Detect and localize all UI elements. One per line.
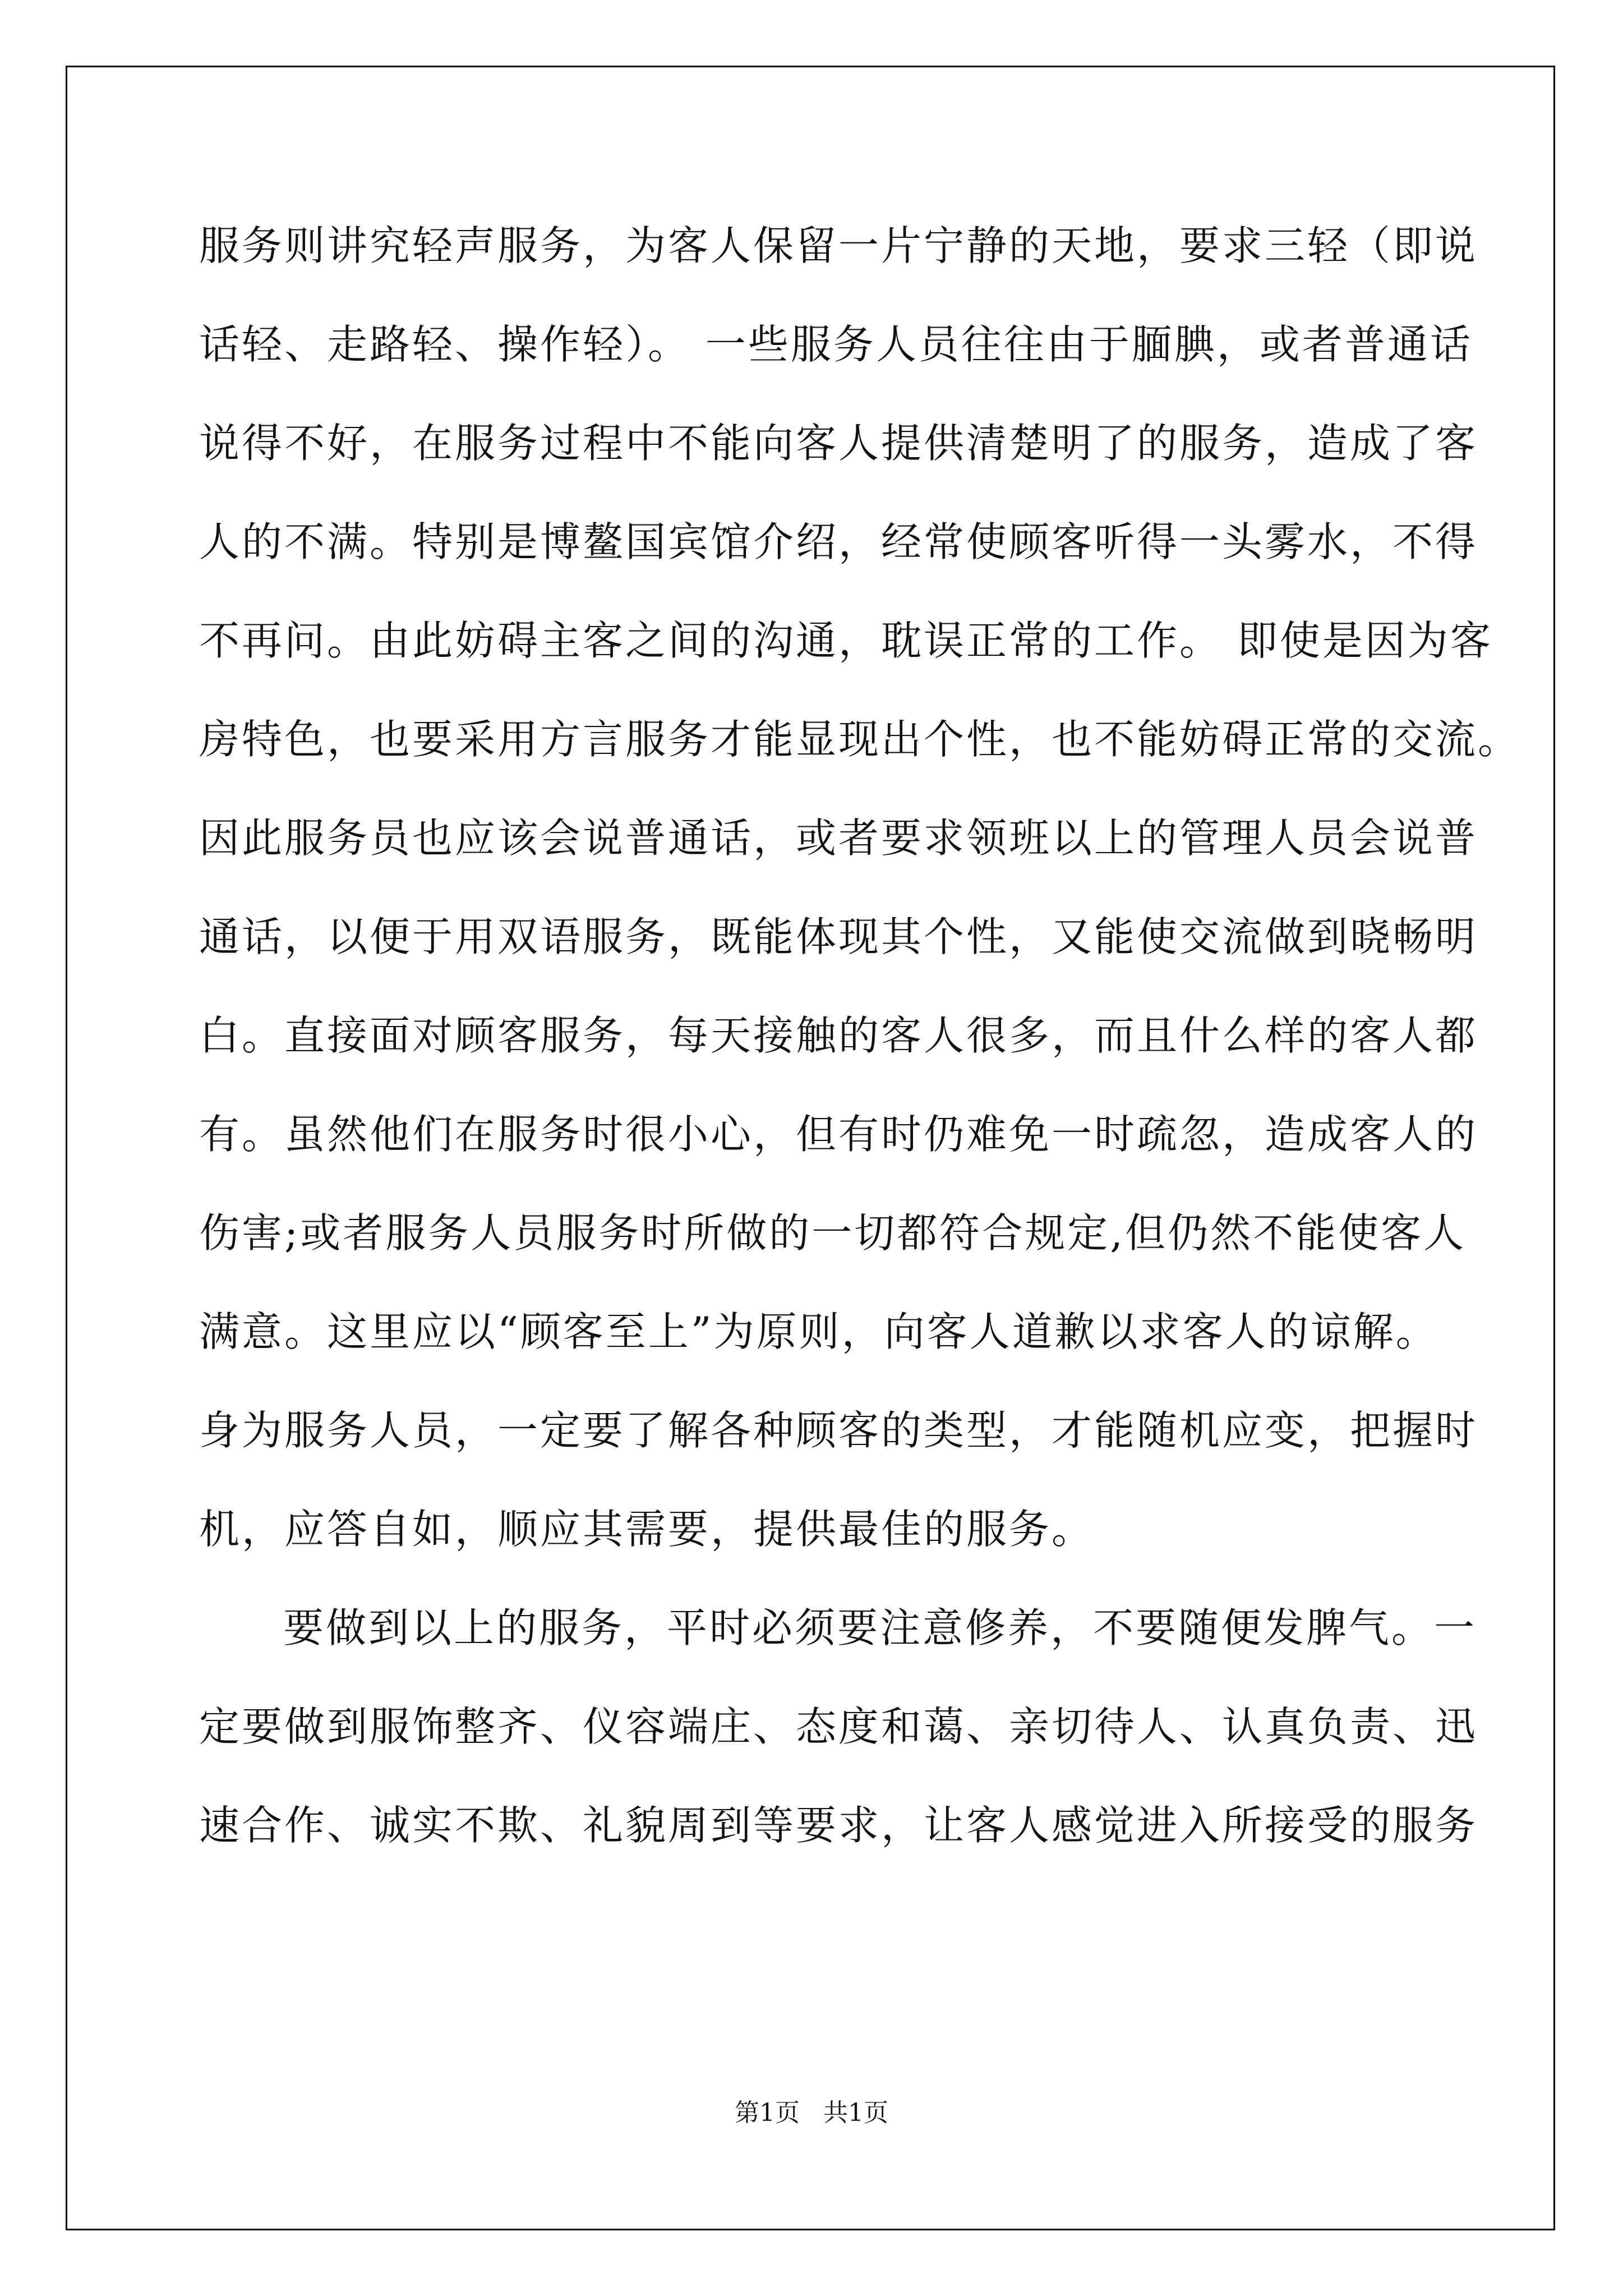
text-line: 话轻、走路轻、操作轻）。 一些服务人员往往由于腼腆，或者普通话 [199,321,1473,368]
text-line: 机，应答自如，顺应其需要，提供最佳的服务。 [199,1506,1095,1553]
text-line: 伤害;或者服务人员服务时所做的一切都符合规定,但仍然不能使客人 [199,1209,1467,1257]
document-body [199,196,1521,1875]
text-line: 说得不好，在服务过程中不能向客人提供清楚明了的服务，造成了客 [199,420,1478,467]
text-line: 要做到以上的服务，平时必须要注意修养，不要随便发脾气。一 [283,1604,1477,1651]
text-line: 白。直接面对顾客服务，每天接触的客人很多，而且什么样的客人都 [199,1012,1478,1059]
text-line: 因此服务员也应该会说普通话，或者要求领班以上的管理人员会说普 [199,815,1478,862]
text-line: 服务则讲究轻声服务，为客人保留一片宁静的天地，要求三轻（即说 [199,222,1478,269]
page-number-footer: 第1页 共1页 [735,2099,888,2127]
text-line: 满意。这里应以“顾客至上”为原则，向客人道歉以求客人的谅解。 [199,1308,1438,1355]
text-line: 通话，以便于用双语服务，既能体现其个性，又能使交流做到晓畅明 [199,913,1478,960]
text-line: 不再问。由此妨碍主客之间的沟通，耽误正常的工作。 即使是因为客 [199,617,1493,664]
text-line: 房特色，也要采用方言服务才能显现出个性，也不能妨碍正常的交流。 [199,716,1521,763]
text-line: 定要做到服饰整齐、仪容端庄、态度和蔼、亲切待人、认真负责、迅 [199,1703,1478,1750]
text-line: 身为服务人员，一定要了解各种顾客的类型，才能随机应变，把握时 [199,1407,1478,1454]
text-line: 人的不满。特别是博鳌国宾馆介绍，经常使顾客听得一头雾水，不得 [199,518,1478,565]
text-line: 有。虽然他们在服务时很小心，但有时仍难免一时疏忽，造成客人的 [199,1111,1478,1158]
text-line: 速合作、诚实不欺、礼貌周到等要求，让客人感觉进入所接受的服务 [199,1802,1478,1849]
